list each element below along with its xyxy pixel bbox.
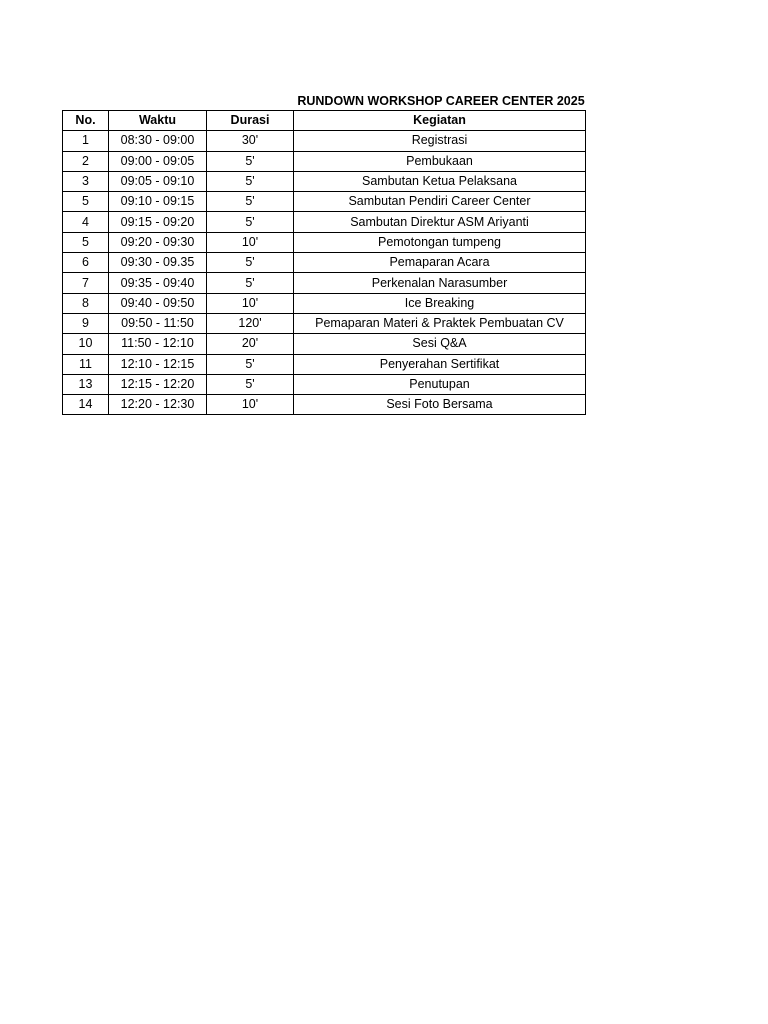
cell-waktu: 12:10 - 12:15 xyxy=(109,354,207,374)
table-row xyxy=(63,293,586,313)
cell-kegiatan: Sesi Q&A xyxy=(294,334,586,354)
cell-waktu: 12:20 - 12:30 xyxy=(109,395,207,415)
cell-durasi: 10' xyxy=(207,395,294,415)
cell-no: 2 xyxy=(63,151,109,171)
rundown-table xyxy=(62,110,586,415)
table-header-row xyxy=(63,111,586,131)
cell-waktu: 11:50 - 12:10 xyxy=(109,334,207,354)
header-kegiatan: Kegiatan xyxy=(294,111,586,131)
cell-waktu: 09:00 - 09:05 xyxy=(109,151,207,171)
cell-kegiatan: Pembukaan xyxy=(294,151,586,171)
cell-no: 7 xyxy=(63,273,109,293)
cell-durasi: 5' xyxy=(207,192,294,212)
header-no: No. xyxy=(63,111,109,131)
table-row xyxy=(63,151,586,171)
cell-durasi: 30' xyxy=(207,131,294,151)
header-durasi: Durasi xyxy=(207,111,294,131)
cell-no: 5 xyxy=(63,192,109,212)
table-row xyxy=(63,192,586,212)
cell-durasi: 20' xyxy=(207,334,294,354)
cell-no: 13 xyxy=(63,374,109,394)
table-row xyxy=(63,395,586,415)
cell-durasi: 10' xyxy=(207,232,294,252)
table-row xyxy=(63,354,586,374)
cell-waktu: 09:30 - 09.35 xyxy=(109,253,207,273)
cell-durasi: 10' xyxy=(207,293,294,313)
cell-no: 5 xyxy=(63,232,109,252)
table-row xyxy=(63,232,586,252)
table-row xyxy=(63,273,586,293)
cell-waktu: 09:10 - 09:15 xyxy=(109,192,207,212)
cell-durasi: 5' xyxy=(207,354,294,374)
cell-durasi: 5' xyxy=(207,212,294,232)
cell-waktu: 09:35 - 09:40 xyxy=(109,273,207,293)
cell-kegiatan: Penyerahan Sertifikat xyxy=(294,354,586,374)
cell-durasi: 5' xyxy=(207,151,294,171)
page-title: RUNDOWN WORKSHOP CAREER CENTER 2025 xyxy=(297,94,585,108)
table-row xyxy=(63,212,586,232)
table-row xyxy=(63,131,586,151)
cell-kegiatan: Pemotongan tumpeng xyxy=(294,232,586,252)
header-waktu: Waktu xyxy=(109,111,207,131)
table-row xyxy=(63,374,586,394)
cell-waktu: 08:30 - 09:00 xyxy=(109,131,207,151)
cell-no: 4 xyxy=(63,212,109,232)
cell-kegiatan: Ice Breaking xyxy=(294,293,586,313)
cell-durasi: 5' xyxy=(207,253,294,273)
cell-waktu: 12:15 - 12:20 xyxy=(109,374,207,394)
cell-kegiatan: Sesi Foto Bersama xyxy=(294,395,586,415)
cell-no: 8 xyxy=(63,293,109,313)
cell-no: 10 xyxy=(63,334,109,354)
cell-durasi: 5' xyxy=(207,273,294,293)
cell-no: 9 xyxy=(63,313,109,333)
cell-no: 11 xyxy=(63,354,109,374)
cell-waktu: 09:05 - 09:10 xyxy=(109,171,207,191)
cell-no: 14 xyxy=(63,395,109,415)
cell-kegiatan: Perkenalan Narasumber xyxy=(294,273,586,293)
cell-kegiatan: Pemaparan Acara xyxy=(294,253,586,273)
table-body xyxy=(63,131,586,415)
cell-kegiatan: Pemaparan Materi & Praktek Pembuatan CV xyxy=(294,313,586,333)
cell-no: 6 xyxy=(63,253,109,273)
cell-durasi: 5' xyxy=(207,171,294,191)
cell-waktu: 09:20 - 09:30 xyxy=(109,232,207,252)
table-row xyxy=(63,334,586,354)
cell-kegiatan: Sambutan Ketua Pelaksana xyxy=(294,171,586,191)
cell-waktu: 09:40 - 09:50 xyxy=(109,293,207,313)
cell-durasi: 5' xyxy=(207,374,294,394)
table-row xyxy=(63,313,586,333)
cell-waktu: 09:15 - 09:20 xyxy=(109,212,207,232)
cell-durasi: 120' xyxy=(207,313,294,333)
cell-no: 1 xyxy=(63,131,109,151)
cell-waktu: 09:50 - 11:50 xyxy=(109,313,207,333)
cell-kegiatan: Registrasi xyxy=(294,131,586,151)
table-row xyxy=(63,253,586,273)
cell-kegiatan: Penutupan xyxy=(294,374,586,394)
cell-kegiatan: Sambutan Pendiri Career Center xyxy=(294,192,586,212)
cell-kegiatan: Sambutan Direktur ASM Ariyanti xyxy=(294,212,586,232)
cell-no: 3 xyxy=(63,171,109,191)
table-row xyxy=(63,171,586,191)
